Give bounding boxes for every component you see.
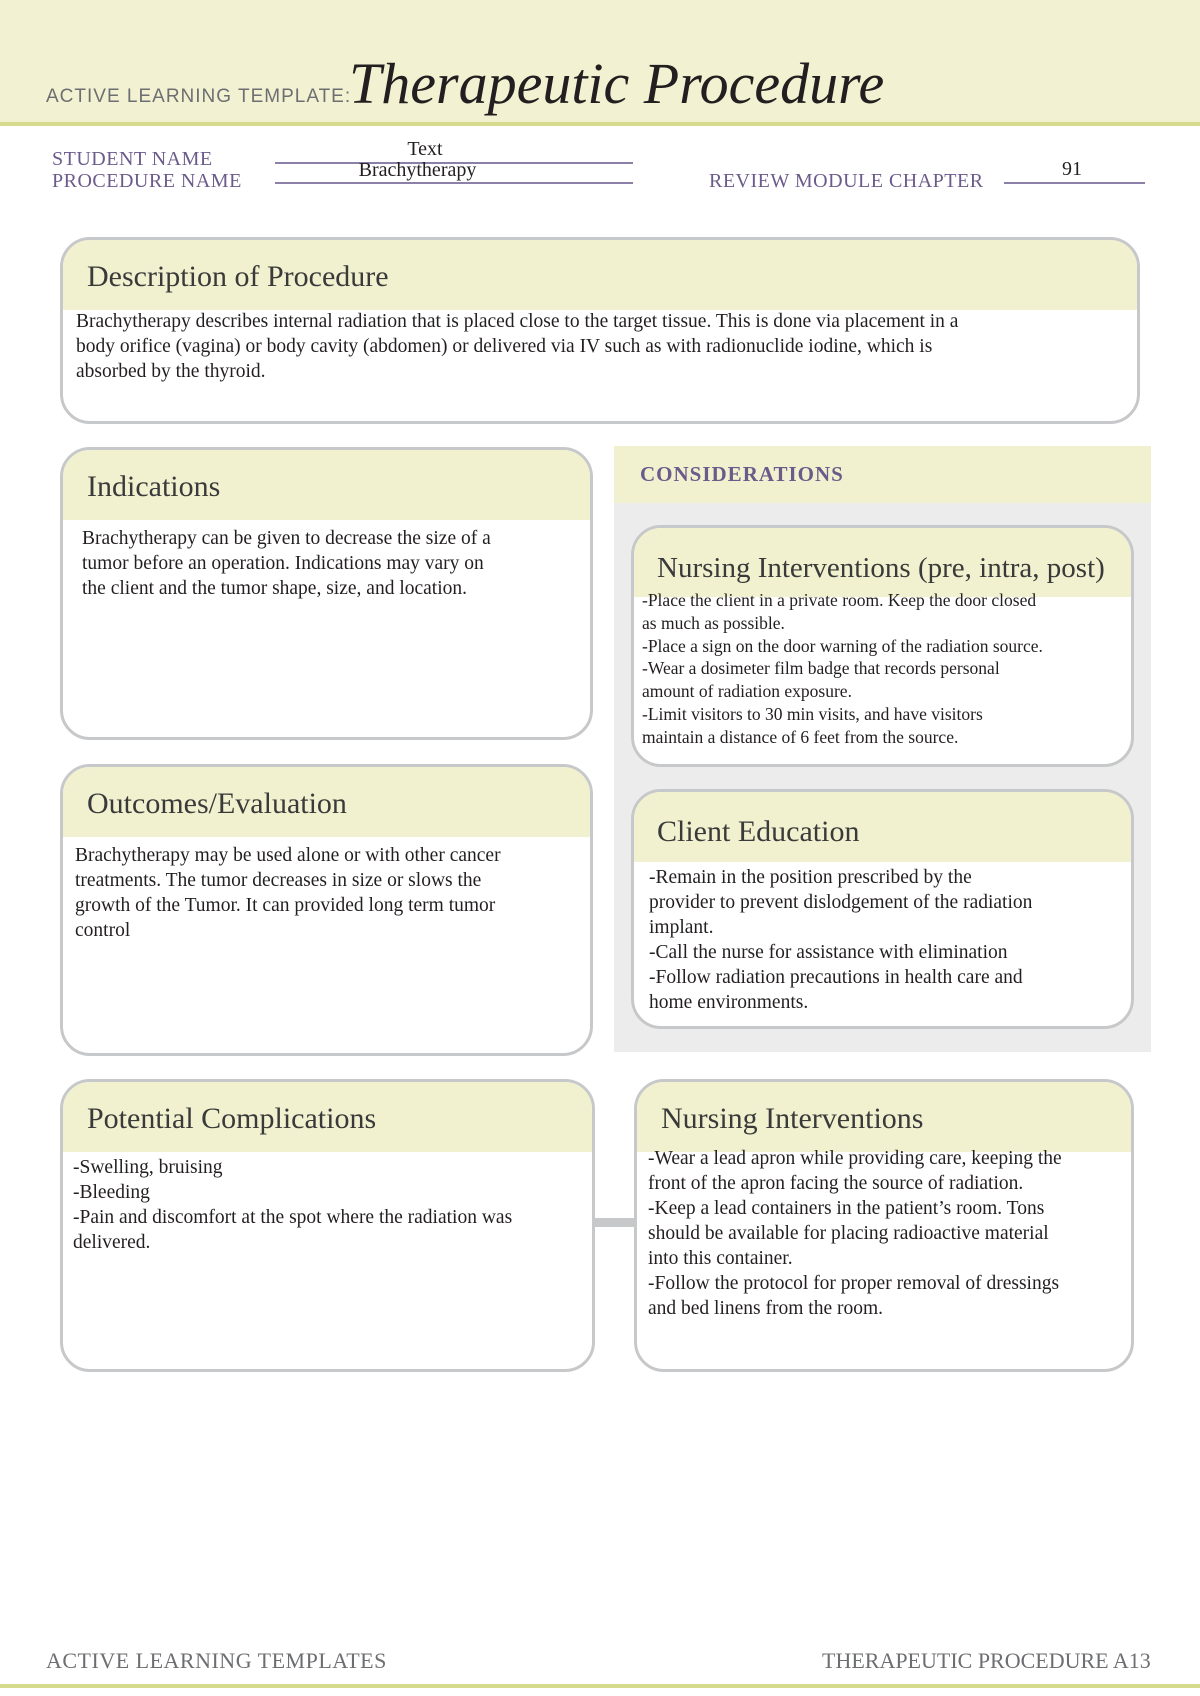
review-module-label: REVIEW MODULE CHAPTER (709, 170, 984, 192)
phase-intervention-line: -Place a sign on the door warning of the radiation source. (642, 635, 1043, 656)
review-module-line (1004, 182, 1145, 184)
nursing-interventions-phases-box (631, 525, 1134, 767)
phase-intervention-line: amount of radiation exposure. (642, 681, 852, 702)
nursing-interventions-title: Nursing Interventions (637, 1082, 1131, 1152)
outcomes-line: treatments. The tumor decreases in size or slows the (75, 870, 482, 891)
description-body[interactable] (63, 309, 1137, 384)
footer-divider (0, 1684, 1200, 1688)
procedure-name-label: PROCEDURE NAME (52, 170, 242, 192)
indications-line: Brachytherapy can be given to decrease the size of a (82, 528, 491, 549)
outcomes-line: growth of the Tumor. It can provided long term tumor (75, 895, 496, 916)
phase-intervention-line: as much as possible. (642, 612, 785, 633)
nursing-intervention-line: -Keep a lead containers in the patient’s room. Tons (648, 1198, 1045, 1219)
indications-line: the client and the tumor shape, size, and location. (82, 578, 468, 599)
procedure-name-field[interactable]: Brachytherapy (358, 159, 477, 181)
client-education-line: -Call the nurse for assistance with elimination (649, 942, 1008, 963)
nursing-intervention-line: into this container. (648, 1248, 793, 1269)
nursing-intervention-line: front of the apron facing the source of radiation. (648, 1173, 1024, 1194)
header-divider (0, 122, 1200, 126)
indications-title: Indications (63, 450, 590, 520)
client-education-line: implant. (649, 917, 714, 938)
client-education-box (631, 789, 1134, 1029)
description-line: absorbed by the thyroid. (76, 361, 266, 382)
description-line: body orifice (vagina) or body cavity (abdomen) or delivered via IV such as with radionuclide iodine, which is (76, 336, 933, 357)
outcomes-body[interactable] (63, 837, 590, 943)
client-education-line: -Remain in the position prescribed by the (649, 867, 972, 888)
page-title: Therapeutic Procedure (349, 51, 885, 116)
outcomes-box (60, 764, 593, 1056)
description-box (60, 237, 1140, 424)
nursing-intervention-line: and bed linens from the room. (648, 1298, 884, 1319)
nursing-intervention-line: -Wear a lead apron while providing care, keeping the (648, 1148, 1062, 1169)
nursing-intervention-line: should be available for placing radioactive material (648, 1223, 1049, 1244)
review-module-field[interactable]: 91 (1062, 158, 1082, 180)
complications-title: Potential Complications (63, 1082, 592, 1152)
client-education-body[interactable] (634, 862, 1131, 1015)
nursing-interventions-phases-title: Nursing Interventions (pre, intra, post) (634, 528, 1131, 597)
phase-intervention-line: maintain a distance of 6 feet from the source. (642, 726, 959, 747)
indications-box (60, 447, 593, 740)
complication-line: -Swelling, bruising (73, 1157, 223, 1178)
client-education-line: -Follow radiation precautions in health care and (649, 967, 1023, 988)
complication-line: -Bleeding (73, 1182, 150, 1203)
phase-intervention-line: -Limit visitors to 30 min visits, and have visitors (642, 703, 983, 724)
footer-left: ACTIVE LEARNING TEMPLATES (46, 1648, 387, 1673)
outcomes-line: control (75, 920, 131, 941)
outcomes-line: Brachytherapy may be used alone or with other cancer (75, 845, 501, 866)
outcomes-title: Outcomes/Evaluation (63, 767, 590, 837)
student-name-field[interactable]: Text (407, 138, 443, 160)
box-connector (592, 1218, 636, 1227)
complication-line: delivered. (73, 1232, 151, 1253)
client-education-line: provider to prevent dislodgement of the radiation (649, 892, 1033, 913)
complications-box (60, 1079, 595, 1372)
template-prefix: ACTIVE LEARNING TEMPLATE: (46, 86, 352, 107)
student-name-label: STUDENT NAME (52, 148, 213, 170)
indications-body[interactable] (63, 520, 590, 601)
description-title: Description of Procedure (63, 240, 1137, 310)
procedure-name-line (275, 182, 633, 184)
nursing-interventions-body[interactable] (637, 1146, 1131, 1321)
footer-right: THERAPEUTIC PROCEDURE A13 (822, 1648, 1151, 1673)
nursing-intervention-line: -Follow the protocol for proper removal of dressings (648, 1273, 1060, 1294)
phase-intervention-line: -Wear a dosimeter film badge that records personal (642, 658, 1000, 679)
nursing-interventions-phases-body[interactable] (634, 589, 1131, 749)
considerations-label: CONSIDERATIONS (640, 462, 844, 486)
description-line: Brachytherapy describes internal radiation that is placed close to the target tissue. This is done via placement in a (76, 311, 959, 332)
client-education-title: Client Education (634, 792, 1131, 862)
nursing-interventions-box (634, 1079, 1134, 1372)
complication-line: -Pain and discomfort at the spot where the radiation was (73, 1207, 513, 1228)
phase-intervention-line: -Place the client in a private room. Keep the door closed (642, 590, 1037, 610)
complications-body[interactable] (63, 1152, 592, 1255)
client-education-line: home environments. (649, 992, 809, 1013)
indications-line: tumor before an operation. Indications may vary on (82, 553, 484, 574)
